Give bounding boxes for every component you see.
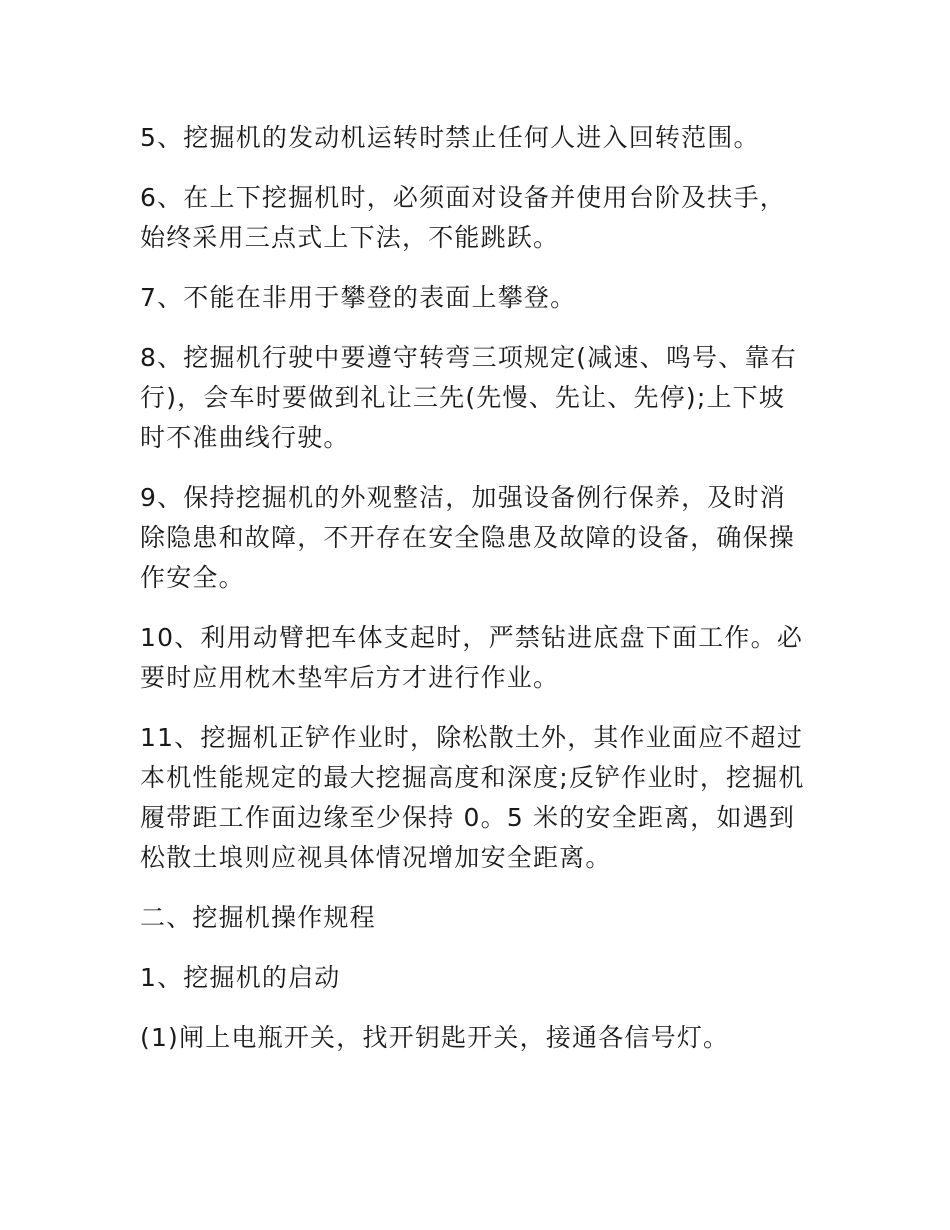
paragraph-rule-5: 5、挖掘机的发动机运转时禁止任何人进入回转范围。 <box>140 123 760 152</box>
document-body <box>140 118 808 1078</box>
section-heading-operation-rules: 二、挖掘机操作规程 <box>140 903 376 932</box>
paragraph-step-1: (1)闸上电瓶开关，找开钥匙开关，接通各信号灯。 <box>140 1023 730 1052</box>
paragraph-rule-11: 11、挖掘机正铲作业时，除松散土外，其作业面应不超过本机性能规定的最大挖掘高度和深度;反铲作业时，挖掘机履带距工作面边缘至少保持 0。5 米的安全距离，如遇到松散土埌则应视具体情况增加安全距离。 <box>140 723 805 872</box>
paragraph-rule-6: 6、在上下挖掘机时，必须面对设备并使用台阶及扶手，始终采用三点式上下法，不能跳跃。 <box>140 183 786 252</box>
subsection-heading-startup: 1、挖掘机的启动 <box>140 963 341 992</box>
paragraph-rule-8: 8、挖掘机行驶中要遵守转弯三项规定(减速、鸣号、靠右行)，会车时要做到礼让三先(先慢、先让、先停);上下坡时不准曲线行驶。 <box>140 343 797 452</box>
paragraph-rule-7: 7、不能在非用于攀登的表面上攀登。 <box>140 283 577 312</box>
paragraph-rule-9: 9、保持挖掘机的外观整洁，加强设备例行保养，及时消除隐患和故障，不开存在安全隐患及故障的设备，确保操作安全。 <box>140 483 796 592</box>
paragraph-rule-10: 10、利用动臂把车体支起时，严禁钻进底盘下面工作。必要时应用枕木垫牢后方才进行作业。 <box>140 623 804 692</box>
